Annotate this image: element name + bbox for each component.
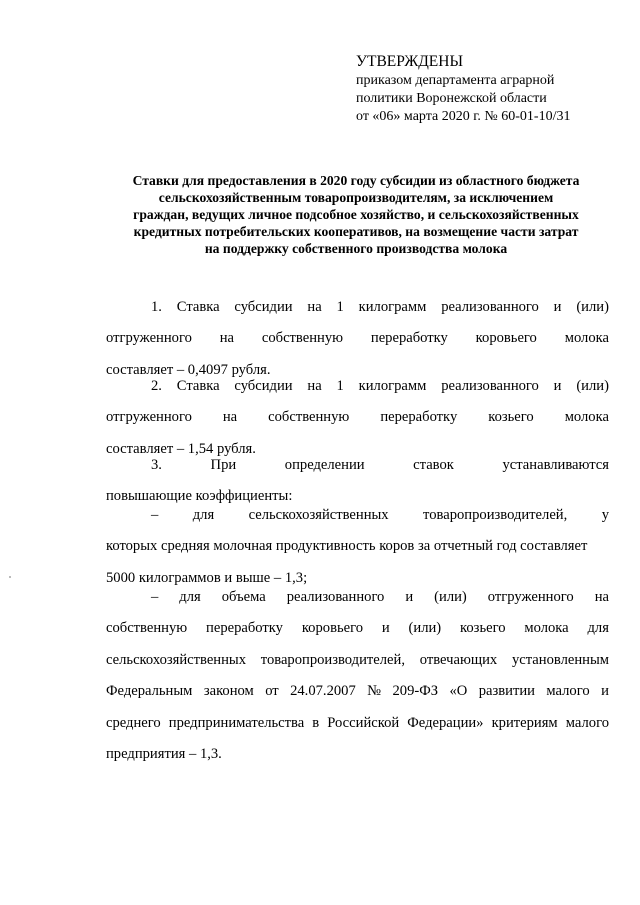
word: переработку: [370, 330, 448, 347]
justified-line: [106, 613, 609, 644]
title-line: сельскохозяйственным товаропроизводителям, за исключением: [158, 190, 554, 205]
word: в: [312, 714, 320, 731]
word: Ставка: [176, 299, 220, 315]
word: При: [210, 457, 237, 473]
word: козьего: [488, 409, 534, 426]
justified-line: [106, 402, 609, 433]
word: сельскохозяйственных: [248, 507, 389, 523]
word: отвечающих: [419, 651, 498, 668]
word: предпринимательства: [168, 714, 305, 731]
justified-line: [106, 645, 609, 676]
word: установленным: [511, 651, 609, 668]
justified-line: [106, 500, 609, 531]
word: среднего: [106, 714, 161, 731]
word: устанавливаются: [502, 457, 609, 473]
justified-line: [106, 450, 609, 481]
scan-speck: [9, 576, 11, 578]
word: объема: [221, 589, 266, 605]
word: Российской: [327, 714, 400, 731]
justified-line: [106, 676, 609, 707]
word: на: [307, 378, 322, 394]
word: (или): [408, 620, 442, 637]
word: реализованного: [441, 299, 539, 315]
word: критериям: [491, 714, 558, 731]
word: малого: [546, 683, 590, 700]
word: коровьего: [301, 620, 364, 637]
word: законом: [203, 683, 254, 700]
approval-line: политики Воронежской области: [356, 91, 547, 106]
word: 1: [336, 299, 344, 315]
word: на: [594, 589, 609, 605]
word: переработку: [206, 620, 283, 637]
word: реализованного: [286, 589, 385, 605]
approval-heading: УТВЕРЖДЕНЫ: [356, 53, 463, 70]
word: малого: [565, 714, 609, 731]
paragraph-4: [106, 500, 609, 594]
word: от: [265, 683, 279, 700]
word: «О: [449, 683, 468, 700]
word: молока: [524, 620, 569, 637]
word: и: [553, 299, 562, 315]
justified-line: [106, 708, 609, 739]
word: на: [222, 409, 238, 426]
word: и: [601, 683, 609, 700]
word: и: [381, 620, 390, 637]
word: молока: [564, 330, 609, 347]
paragraph-line: 5000 килограммов и выше – 1,3;: [106, 569, 308, 586]
word: собственную: [106, 620, 188, 637]
word: (или): [576, 299, 609, 315]
word: переработку: [380, 409, 458, 426]
justified-line: [106, 582, 609, 613]
paragraph-5: [106, 582, 609, 770]
word: отгруженного: [487, 589, 574, 605]
word: –: [151, 589, 159, 605]
word: (или): [434, 589, 467, 605]
word: килограмм: [358, 378, 427, 394]
word: субсидии: [234, 299, 293, 315]
title-line: на поддержку собственного производства молока: [204, 241, 508, 256]
word: козьего: [460, 620, 506, 637]
approval-line: приказом департамента аграрной: [356, 73, 555, 88]
justified-line: [106, 292, 609, 323]
title-line: кредитных потребительских кооперативов, на возмещение части затрат: [133, 224, 579, 239]
approval-line: от «06» марта 2020 г. № 60-01-10/31: [356, 109, 571, 124]
paragraph-line: предприятия – 1,3.: [106, 746, 222, 763]
paragraph-line: составляет – 0,4097 рубля.: [106, 361, 271, 378]
word: сельскохозяйственных: [106, 651, 247, 668]
justified-line: [106, 323, 609, 354]
word: килограмм: [358, 299, 427, 315]
word: 24.07.2007: [290, 683, 356, 700]
word: Федерации»: [407, 714, 484, 731]
paragraph-line: которых средняя молочная продуктивность коров за отчетный год составляет: [106, 538, 588, 555]
word: –: [151, 507, 159, 523]
word: №: [367, 683, 382, 700]
word: коровьего: [475, 330, 537, 347]
justified-line: [106, 371, 609, 402]
document-title: [96, 172, 616, 257]
word: определении: [284, 457, 365, 473]
word: развитии: [478, 683, 535, 700]
word: ставок: [413, 457, 454, 473]
title-line: граждан, ведущих личное подсобное хозяйство, и сельскохозяйственных: [133, 207, 579, 222]
word: отгруженного: [106, 330, 192, 347]
word: у: [601, 507, 609, 523]
word: собственную: [261, 330, 344, 347]
word: на: [307, 299, 322, 315]
word: и: [405, 589, 414, 605]
word: 209-ФЗ: [392, 683, 439, 700]
word: 1.: [151, 299, 162, 315]
title-line: Ставки для предоставления в 2020 году субсидии из областного бюджета: [132, 173, 580, 188]
word: 2.: [151, 378, 162, 394]
word: товаропроизводителей,: [423, 507, 568, 523]
word: на: [219, 330, 235, 347]
word: 3.: [151, 457, 162, 473]
word: для: [587, 620, 609, 637]
word: 1: [336, 378, 344, 394]
word: товаропроизводителей,: [260, 651, 405, 668]
word: Ставка: [176, 378, 220, 394]
word: Федеральным: [106, 683, 193, 700]
approval-stamp: [356, 52, 626, 126]
word: молока: [564, 409, 609, 426]
word: для: [192, 507, 215, 523]
word: (или): [576, 378, 609, 394]
word: субсидии: [234, 378, 293, 394]
paragraph-line: повышающие коэффициенты:: [106, 488, 293, 505]
word: отгруженного: [106, 409, 192, 426]
word: для: [179, 589, 201, 605]
paragraph-line: составляет – 1,54 рубля.: [106, 440, 256, 457]
word: и: [553, 378, 562, 394]
word: реализованного: [441, 378, 539, 394]
word: собственную: [268, 409, 350, 426]
